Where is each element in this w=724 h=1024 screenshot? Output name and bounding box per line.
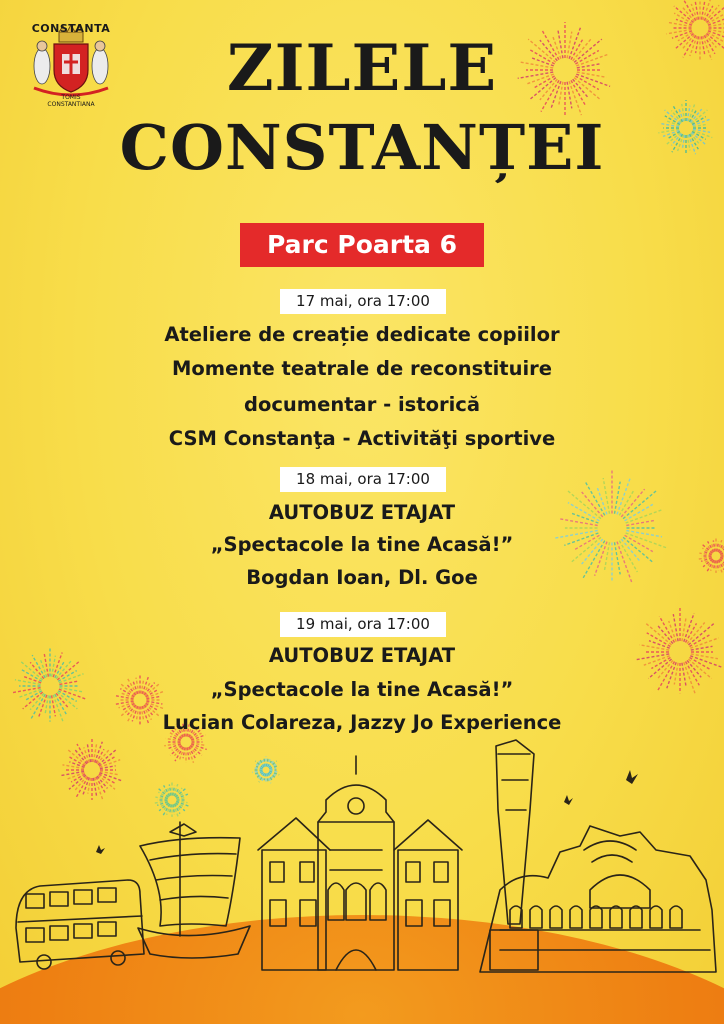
logo-top-text: CONSTANTA — [31, 22, 111, 35]
event-line: Momente teatrale de reconstituire — [171, 357, 553, 380]
event-line: Ateliere de creație dedicate copiilor — [164, 323, 560, 346]
double-decker-bus-icon — [16, 880, 144, 969]
event-line: Lucian Colareza, Jazzy Jo Experience — [162, 711, 562, 734]
historic-building-icon — [258, 756, 462, 970]
event-line: AUTOBUZ ETAJAT — [268, 644, 456, 667]
tower-icon — [490, 740, 538, 970]
logo-bottom-text-2: CONSTANTIANA — [47, 101, 95, 108]
event-date-chip: 18 mai, ora 17:00 — [280, 467, 446, 492]
event-line: CSM Constanţa - Activităţi sportive — [168, 427, 556, 450]
event-date-chip: 19 mai, ora 17:00 — [280, 612, 446, 637]
city-skyline-illustration — [0, 740, 724, 980]
event-line: Bogdan Ioan, Dl. Goe — [246, 566, 478, 589]
event-line: AUTOBUZ ETAJAT — [268, 501, 456, 524]
poster-title-line-2: CONSTANȚEI — [119, 111, 605, 184]
casino-building-icon — [480, 826, 716, 972]
sailing-ship-icon — [138, 822, 250, 958]
event-line: documentar - istorică — [243, 393, 481, 416]
event-line: „Spectacole la tine Acasă!” — [210, 678, 514, 701]
event-date-chip: 17 mai, ora 17:00 — [280, 289, 446, 314]
poster-title-line-1: ZILELE — [226, 31, 498, 106]
bird-icon — [96, 770, 638, 854]
logo-bottom-text-1: TOMIS — [61, 94, 81, 101]
event-line: „Spectacole la tine Acasă!” — [210, 533, 514, 556]
venue-badge: Parc Poarta 6 — [240, 223, 484, 267]
